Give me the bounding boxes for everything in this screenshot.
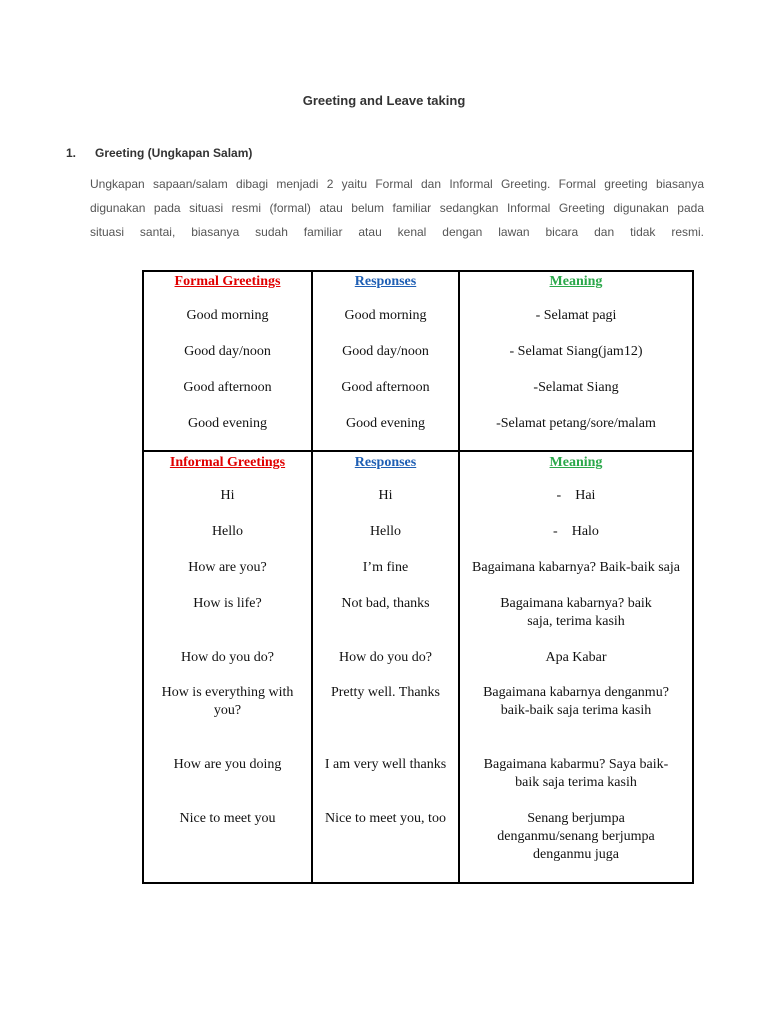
response-cell: Good afternoon [312,379,459,415]
response-cell: Pretty well. Thanks [312,684,459,756]
formal-greetings-header: Formal Greetings [174,274,281,289]
table-row [143,415,693,451]
meaning-cell: Bagaimana kabarnya denganmu? baik-baik saja terima kasih [459,684,693,756]
informal-meaning-header: Meaning [549,455,603,470]
response-cell: Good evening [312,415,459,451]
table-row [143,379,693,415]
table-row [143,756,693,810]
meaning-cell: Bagaimana kabarnya? Baik-baik saja [459,559,693,595]
table-row [143,559,693,595]
greeting-cell: Good day/noon [143,343,312,379]
meaning-cell: -Selamat Siang [459,379,693,415]
response-cell: Good morning [312,307,459,343]
greeting-cell: Hello [143,523,312,559]
document-title: Greeting and Leave taking [302,93,466,108]
section-number: 1. [66,146,77,160]
greeting-cell: How is life? [143,595,312,649]
meaning-cell: Apa Kabar [459,649,693,684]
formal-header-row [143,271,693,307]
meaning-cell: -Selamat petang/sore/malam [459,415,693,451]
meaning-cell: Bagaimana kabarnya? baik saja, terima kasih [459,595,693,649]
greeting-cell: How do you do? [143,649,312,684]
greeting-cell: Good evening [143,415,312,451]
formal-responses-header: Responses [354,274,417,289]
table-row [143,487,693,523]
response-cell: I’m fine [312,559,459,595]
greeting-cell: Nice to meet you [143,810,312,883]
greeting-cell: Good morning [143,307,312,343]
meaning-cell: - Selamat Siang(jam12) [459,343,693,379]
response-cell: How do you do? [312,649,459,684]
meaning-cell: - Halo [459,523,693,559]
response-cell: Not bad, thanks [312,595,459,649]
paragraph-line: Ungkapan sapaan/salam dibagi menjadi 2 yaitu Formal dan Informal Greeting. Formal greeting biasanya [90,177,704,191]
informal-responses-header: Responses [354,455,417,470]
response-cell: Hello [312,523,459,559]
meaning-cell: Senang berjumpa denganmu/senang berjumpa denganmu juga [459,810,693,883]
greeting-cell: How are you doing [143,756,312,810]
meaning-cell: Bagaimana kabarmu? Saya baik-baik saja terima kasih [459,756,693,810]
table-row [143,810,693,883]
meaning-cell: - Hai [459,487,693,523]
greeting-cell: Hi [143,487,312,523]
response-cell: Nice to meet you, too [312,810,459,883]
table-row [143,649,693,684]
section-heading [66,146,252,160]
response-cell: Hi [312,487,459,523]
greeting-cell: Good afternoon [143,379,312,415]
greetings-table [142,270,694,884]
table-row [143,684,693,756]
table-row [143,523,693,559]
table-row [143,595,693,649]
greeting-cell: How are you? [143,559,312,595]
response-cell: Good day/noon [312,343,459,379]
greeting-cell: How is everything with you? [143,684,312,756]
formal-meaning-header: Meaning [549,274,603,289]
response-cell: I am very well thanks [312,756,459,810]
table-row [143,343,693,379]
informal-greetings-header: Informal Greetings [169,455,286,470]
meaning-cell: - Selamat pagi [459,307,693,343]
intro-paragraph [90,172,704,244]
paragraph-line: digunakan pada situasi resmi (formal) atau belum familiar sedangkan Informal Greeting digunakan pada [90,201,704,215]
table-row [143,307,693,343]
section-heading-text: Greeting (Ungkapan Salam) [95,146,253,160]
informal-header-row [143,451,693,487]
paragraph-line: situasi santai, biasanya sudah familiar atau kenal dengan lawan bicara dan tidak resmi. [90,225,704,239]
